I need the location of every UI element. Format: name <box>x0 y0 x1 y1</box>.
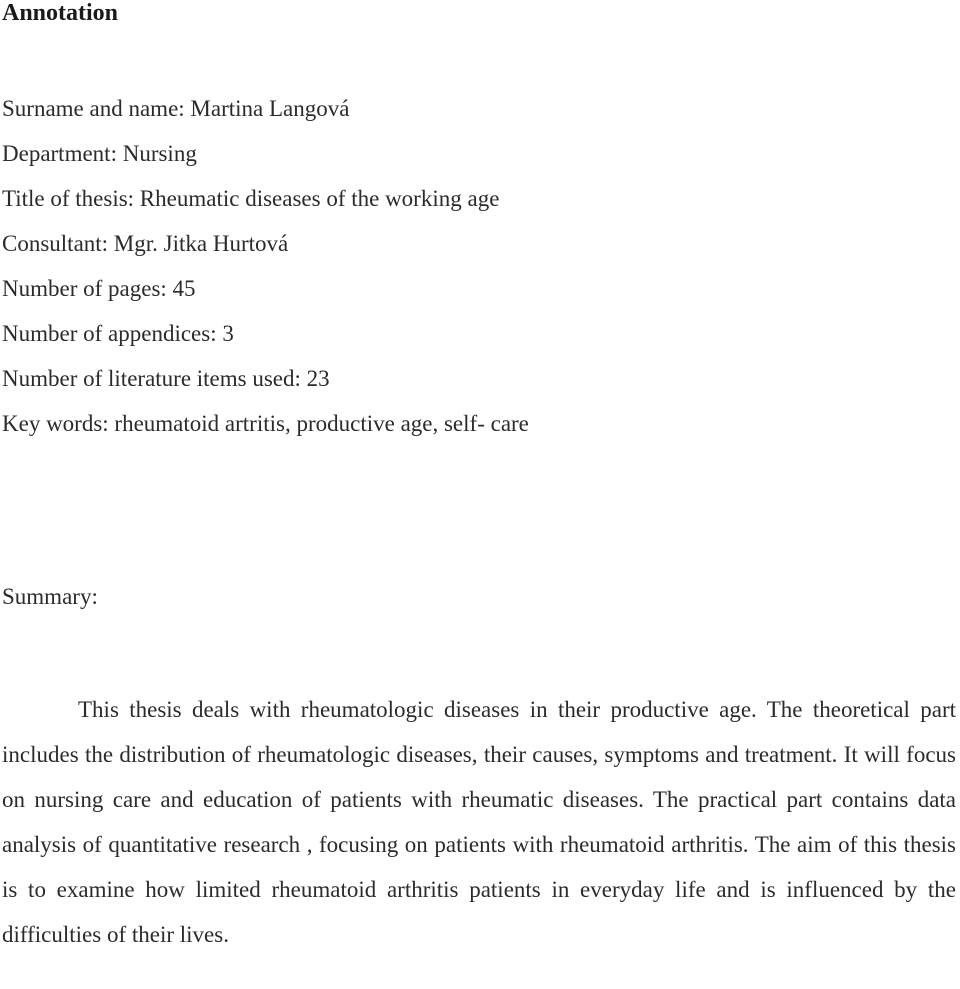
page-title: Annotation <box>2 0 119 26</box>
metadata-surname-and-name: Surname and name: Martina Langová <box>2 96 350 121</box>
metadata-department: Department: Nursing <box>2 141 197 166</box>
metadata-key-words: Key words: rheumatoid artritis, productive age, self- care <box>2 411 529 436</box>
metadata-number-of-appendices: Number of appendices: 3 <box>2 321 234 346</box>
summary-label: Summary: <box>2 584 98 609</box>
thesis-metadata-list <box>2 86 529 446</box>
metadata-literature-items: Number of literature items used: 23 <box>2 366 330 391</box>
metadata-consultant: Consultant: Mgr. Jitka Hurtová <box>2 231 289 256</box>
metadata-thesis-title: Title of thesis: Rheumatic diseases of the working age <box>2 186 500 211</box>
summary-paragraph: This thesis deals with rheumatologic diseases in their productive age. The theoretical part includes the distribution of rheumatologic diseases, their causes, symptoms and treatment. It will focus on nursing care and education of patients with rheumatic diseases. The practical part contains data analysis of quantitative research , focusing on patients with rheumatoid arthritis. The aim of this thesis is to examine how limited rheumatoid arthritis patients in everyday life and is influenced by the difficulties of their lives. <box>2 697 956 947</box>
metadata-number-of-pages: Number of pages: 45 <box>2 276 196 301</box>
